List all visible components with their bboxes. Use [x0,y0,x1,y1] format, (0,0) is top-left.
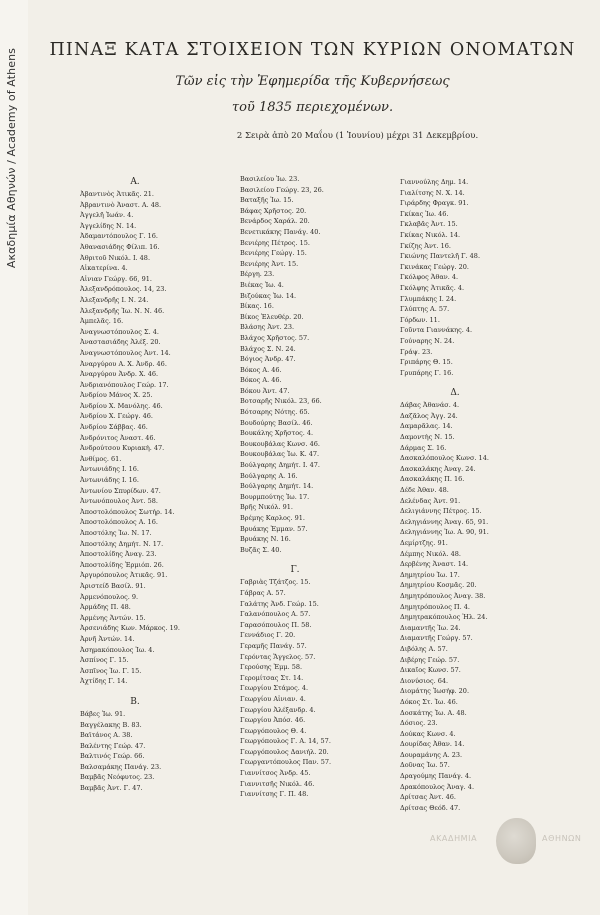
index-entry: Δάρμας Σ. 16. [400,443,447,452]
index-entry: Δρίτσας Ἀντ. 46. [400,793,456,802]
index-entry: Δημητρόπουλος Ἀναγ. 38. [400,591,486,600]
index-entry: Ἀσπίνος Γ. 15. [80,656,129,665]
index-entry: Γιαννούλης Δημ. 14. [400,178,469,186]
index-entry: Γριπάρης Θ. 15. [400,358,453,367]
index-entry: Βαγγέλακης Β. 83. [80,720,142,729]
index-entry: Βιέκας Ἰω. 4. [240,280,284,289]
index-entry: Βασιλείου Γεώργ. 23, 26. [240,185,324,194]
index-entry: Γεωργίου Ἀπόσ. 46. [240,716,306,725]
index-entry: Γεωργόπουλος Δανιήλ. 20. [240,747,329,756]
index-entry: Βενετικάκης Πανάγ. 40. [240,227,321,236]
index-entry: Ἀποστολόπουλος Σωτήρ. 14. [80,507,175,516]
index-entry: Βόκος Α. 46. [240,365,282,374]
index-entry: Ἀναστασιάδης Ἀλέξ. 20. [80,338,161,347]
index-entry: Δέδε Ἀθαν. 48. [400,486,449,495]
index-entry: Γερόντας Ἄγγελος. 57. [240,652,316,661]
index-entry: Ἀποστόλης Δημήτ. Ν. 17. [80,539,164,548]
index-entry: Διονύσιος. 64. [400,676,449,685]
index-entry: Δαζᾶλος Ἀγγ. 24. [400,411,458,420]
index-entry: Δουρίδας Ἀθαν. 14. [400,740,465,749]
index-entry: Ἀντωνιάδης Ι. 16. [80,476,139,485]
index-entry: Δουραμάνης Α. 23. [400,750,463,759]
index-entry: Διβέρης Γεώρ. 57. [400,655,460,664]
index-entry: Βρέμης Καρλος. 91. [240,514,305,522]
index-entry: Βόγιος Ἀνδρ. 47. [240,355,296,364]
index-entry: Γόρδων. 11. [400,315,440,324]
index-entry: Βλάσης Ἀντ. 23. [240,323,295,332]
index-entry: Ἀποστόλης Ἰω. Ν. 17. [80,529,152,537]
index-entry: Βοτσαρῆς Νικόλ. 23, 66. [240,397,322,406]
index-entry: Δαμοντὴς Ν. 15. [400,433,455,442]
index-entry: Ἀποστολόπουλος Α. 16. [80,518,158,527]
index-entry: Βλάχος Σ. Ν. 24. [240,344,296,353]
index-entry: Ἀριστείδ Βασίλ. 91. [80,581,146,590]
index-entry: Ἀναγνωστόπουλος Σ. 4. [80,327,159,336]
index-entry: Βενιέρης Γεώργ. 15. [240,249,307,258]
section-gap [240,555,390,563]
index-entry: Βενιέρης Πέτρος. 15. [240,238,310,247]
watermark-text-left: ΑΚΑΔΗΜΙΑ [430,834,478,843]
index-entry: Βρυάκης Ν. 16. [240,535,291,544]
index-subtitle: Τῶν εἰς τὴν Ἐφημερίδα τῆς Κυβερνήσεως [175,74,450,89]
index-entry: Γιαλίτσης Ν. Χ. 14. [400,188,465,197]
index-entry: Ἀβραντινὸ Ἀναστ. Α. 48. [80,200,162,209]
index-entry: Ἀλεξανδρόπουλος. 14, 23. [80,285,167,294]
index-entry: Βασιλείου Ἰω. 23. [240,175,300,183]
section-gap [400,378,550,386]
index-entry: Δρακόπουλος Ἀναγ. 4. [400,782,475,791]
index-entry: Ἀρσενιάδης Κων. Μάρκος. 19. [80,624,180,633]
index-entry: Δημητρίου Κοσμᾶς. 20. [400,581,477,590]
index-entry: Δοσκάτης Ἰω. Α. 48. [400,708,467,717]
index-entry: Ἀνδρίου Χ. Μανόλης. 46. [80,401,163,410]
index-entry: Βαταξῆς Ἰω. 15. [240,196,294,205]
index-entry: Γαρασόπουλος Π. 58. [240,620,312,629]
index-entry: Ἀθανασιάδης Φίλιπ. 16. [80,242,160,251]
index-entry: Γκόλφης Ἀτικᾶς. 4. [400,283,465,292]
index-entry: Βουδούρης Βασίλ. 46. [240,418,313,427]
index-entry: Δελιγιάννης Πέτρος. 15. [400,507,482,516]
index-entry: Δαμαρᾶλας. 14. [400,422,453,431]
index-entry: Βίκος Ἐλευθέρ. 20. [240,312,304,321]
index-entry: Γεννάδιος Γ. 20. [240,631,296,640]
index-entry: Δόκος Στ. Ἰω. 46. [400,697,458,706]
index-entry: Γκλαβᾶς Ἀντ. 15. [400,220,458,229]
index-entry: Γούναρης Ν. 24. [400,336,455,345]
index-entry: Ἀγγελίδης Ν. 14. [80,221,137,230]
index-entry: Βόκου Ἀντ. 47. [240,386,290,395]
index-column-1 [80,175,230,794]
index-entry: Δημητρόπουλος Π. 4. [400,602,470,611]
index-entry: Γερούσης Ἐμμ. 58. [240,663,303,672]
index-entry: Ἀσπῖνος Ἰω. Γ. 15. [80,666,142,675]
academy-watermark [430,810,600,870]
index-subtitle-year: τοῦ 1835 περιεχομένων. [231,100,394,115]
index-entry: Ἀνδριανόπουλος Γεώρ. 17. [80,380,169,389]
index-entry: Γιαννίτσης Γ. Π. 48. [240,790,309,799]
index-entry: Ἀρνῆ Ἀντών. 14. [80,634,135,643]
index-entry: Ἀδαμαντόπουλος Γ. 16. [80,232,158,241]
index-entry: Γράψ. 23. [400,347,433,356]
index-entry: Δραγούμης Πανάγ. 4. [400,772,472,781]
index-entry: Βούλγαρης Α. 16. [240,471,298,480]
watermark-text-right: ΑΘΗΝΩΝ [542,834,582,843]
index-entry: Βαμβᾶς Νεόφυτος. 23. [80,773,155,782]
index-entry: Διομάτης Ἰωσήφ. 20. [400,687,470,696]
index-entry: Δάβας Ἀθανάσ. 4. [400,401,460,410]
index-entry: Βαμβᾶς Ἀντ. Γ. 47. [80,784,143,793]
index-entry: Ἀρμένης Ἀντών. 15. [80,613,146,622]
index-entry: Δεμίρτζης. 91. [400,539,448,547]
index-entry: Δελένδας Ἀντ. 91. [400,496,461,505]
index-entry: Βάβες Ἰω. 91. [80,709,126,718]
index-entry: Γκίκας Ἰω. 46. [400,209,449,218]
index-entry: Δημητρακόπουλος Ἠλ. 24. [400,613,488,622]
index-entry: Δασκαλάκης Π. 16. [400,475,465,484]
index-entry: Βουρμπούτης Ἰω. 17. [240,492,310,501]
index-entry: Ἀντωνόπουλος Ἀντ. 58. [80,497,158,506]
section-letter: Δ. [450,388,460,399]
index-entry: Βούλγαρης Δημήτ. 14. [240,482,314,491]
index-entry: Ἀναργύρου Ἀνδρ. Χ. 46. [80,370,159,379]
index-entry: Ἀντωνιάδης Ι. 16. [80,465,139,474]
index-entry: Ἀποστολίδης Ἐρμιόπ. 26. [80,560,164,569]
index-entry: Βούλγαρης Δημήτ. Ι. 47. [240,461,320,470]
index-column-2 [240,174,390,800]
index-entry: Δούκας Κωνσ. 4. [400,729,456,738]
index-entry: Γκίζης Ἀντ. 16. [400,241,451,250]
index-entry: Ἀργυρόπουλος Ἀτικᾶς. 91. [80,571,168,580]
index-entry: Ἀμπελᾶς. 16. [80,317,124,326]
index-entry: Βενιέρης Ἀντ. 15. [240,259,299,268]
index-entry: Γεραμῆς Πανάγ. 57. [240,641,307,650]
index-entry: Γοῦντα Γιαννάκης. 4. [400,326,473,335]
index-entry: Δεληγιάννης Ἀναγ. 65, 91. [400,517,489,526]
index-entry: Ἀγγελῆ Ἰωάν. 4. [80,211,134,220]
index-entry: Ἀνδρίου Χ. Γεώργ. 46. [80,412,153,421]
index-entry: Βάφας Χρῆστος. 20. [240,206,307,215]
section-letter: Β. [130,696,140,707]
index-entry: Ἀναργύρου Α. Χ. Ἀνδρ. 46. [80,359,167,368]
index-entry: Ἀποστολίδης Ἀναγ. 23. [80,550,157,559]
index-entry: Ἀνδρούτσου Κυριακὴ. 47. [80,444,165,453]
index-entry: Γεωργαντόπουλος Παν. 57. [240,758,332,767]
index-entry: Ἀσημακόπουλος Ἰω. 4. [80,645,155,654]
index-entry: Ἀνδρίου Μάνος Χ. 25. [80,391,153,400]
index-entry: Γλύπτης Α. 57. [400,305,450,314]
athena-head-icon [496,818,536,864]
index-entry: Γάβρας Α. 57. [240,588,286,597]
index-entry: Ἀβαντινὸς Ἀτικᾶς. 21. [80,190,154,198]
index-entry: Βλάχος Χρῆστος. 57. [240,333,310,342]
index-entry: Ἀνδρόνιτος Ἀναστ. 46. [80,433,156,442]
index-entry: Βρυάκης Ἐμμαν. 57. [240,524,308,533]
index-entry: Δημητρίου Ἰω. 17. [400,570,460,579]
index-entry: Αἰκατερίνα. 4. [80,264,128,273]
index-entry: Γαλάτης Ἀνδ. Γεώρ. 15. [240,599,319,608]
index-entry: Δικαῖος Κωνσ. 57. [400,666,461,675]
index-entry: Βαλέντης Γεώρ. 47. [80,741,146,750]
index-entry: Ἀνθίμος. 61. [80,454,122,463]
index-entry: Γεωργόπουλος Θ. 4. [240,726,307,735]
index-entry: Ἀλεξανδρῆς Ι. Ν. 24. [80,295,149,304]
document-page [40,0,585,915]
section-gap [80,687,230,695]
index-entry: Ἀλεξανδρῆς Ἰω. Ν. Ν. 46. [80,306,165,315]
index-entry: Γιαννίτσος Ἀνδρ. 45. [240,769,311,778]
index-entry: Γλυμπάκης Ι. 24. [400,294,457,303]
index-entry: Βουκάλης Χρῆστος. 4. [240,429,314,438]
index-entry: Γρυπάρης Γ. 16. [400,368,454,377]
index-entry: Βουκουβάλας Ἰω. Κ. 47. [240,450,320,459]
archive-label: Ακαδημία Αθηνών / Academy of Athens [5,48,18,269]
index-entry: Βέργη. 23. [240,270,275,279]
index-entry: Γεωργίου Ἀλέξανδρ. 4. [240,705,316,714]
index-entry: Διαμαντῆς Ἰω. 24. [400,623,461,632]
index-entry: Δερβένης Ἀναστ. 14. [400,560,469,569]
index-entry: Ἀρμενόπουλος. 9. [80,592,139,601]
index-entry: Βόκος Α. 46. [240,376,282,385]
index-entry: Γεωργίου Στάμος. 4. [240,684,309,693]
index-entry: Βαϊτάνος Α. 38. [80,731,133,740]
index-entry: Βίκας. 16. [240,302,274,311]
index-entry: Βαλτινός Γεώρ. 66. [80,752,145,761]
index-entry: Γκινάκας Γεώργ. 20. [400,262,469,271]
section-letter: Α. [130,177,140,187]
section-letter: Γ. [290,565,300,576]
index-column-3 [400,177,550,813]
index-entry: Αἰνιαν Γεώργ. 66, 91. [80,274,152,283]
index-entry: Ἀθριτοῦ Νικόλ. Ι. 48. [80,253,151,262]
index-entry: Ἀναγνωστόπουλος Ἀντ. 14. [80,348,171,357]
index-entry: Δασκαλόπουλος Κωνσ. 14. [400,454,489,463]
index-entry: Διβόλης Α. 57. [400,644,448,653]
index-entry: Ἀνδρίου Σάββας. 46. [80,423,148,432]
index-entry: Δόσιος. 23. [400,719,438,728]
index-entry: Βότσαρης Νότης. 65. [240,408,310,417]
index-entry: Βιζούκας Ἰω. 14. [240,291,297,300]
index-entry: Γεωργίου Αἰνιαν. 4. [240,694,306,703]
index-entry: Γκίκας Νικόλ. 14. [400,230,461,239]
index-entry: Ἀρμάδης Π. 48. [80,603,131,612]
index-entry: Γαλανόπουλος Α. 57. [240,610,311,619]
index-entry: Γκιώνης Παντελῆ Γ. 48. [400,252,481,261]
index-entry: Γαβριὰς Τζάτζος. 15. [240,578,311,587]
index-entry: Γιαννιτσῆς Νικόλ. 46. [240,779,315,788]
index-entry: Γεωργόπουλος Γ. Α. 14, 57. [240,737,331,746]
index-entry: Βενάρδος Χαράλ. 20. [240,217,310,226]
index-entry: Βρῆς Νικόλ. 91. [240,503,293,512]
index-title: ΠΙΝΑΞ ΚΑΤΑ ΣΤΟΙΧΕΙΟΝ ΤΩΝ ΚΥΡΙΩΝ ΟΝΟΜΑΤΩΝ [49,40,576,60]
index-entry: Βυζᾶς Σ. 40. [240,545,282,554]
index-entry: Δρίτσας Θεόδ. 47. [400,803,461,812]
index-entry: Γιράρδης Φραγκ. 91. [400,199,469,208]
index-entry: Δασκαλάκης Ἀναγ. 24. [400,464,476,473]
index-entry: Βαλσαμάκης Πανάγ. 23. [80,762,162,771]
index-entry: Ἀχτίδης Γ. 14. [80,677,128,686]
index-entry: Διαμαντῆς Γεώργ. 57. [400,634,473,643]
index-entry: Ἀντωνίου Σπυρίδων. 47. [80,486,161,495]
index-entry: Δοῦνας Ἰω. 57. [400,761,450,770]
index-entry: Γκόλφος Ἀθαν. 4. [400,273,459,282]
index-entry: Γερομίτσας Στ. 14. [240,673,304,682]
index-entry: Δέμπης Νικόλ. 48. [400,549,461,558]
index-entry: Δεληγιάννης Ἰω. Α. 90, 91. [400,528,489,537]
date-range: 2 Σειρὰ ἀπὸ 20 Μαΐου (1 Ἰουνίου) μέχρι 31 Δεκεμβρίου. [236,131,479,141]
page-margin-strip [0,0,28,915]
index-entry: Βουκουβάλας Κωνσ. 46. [240,439,320,448]
